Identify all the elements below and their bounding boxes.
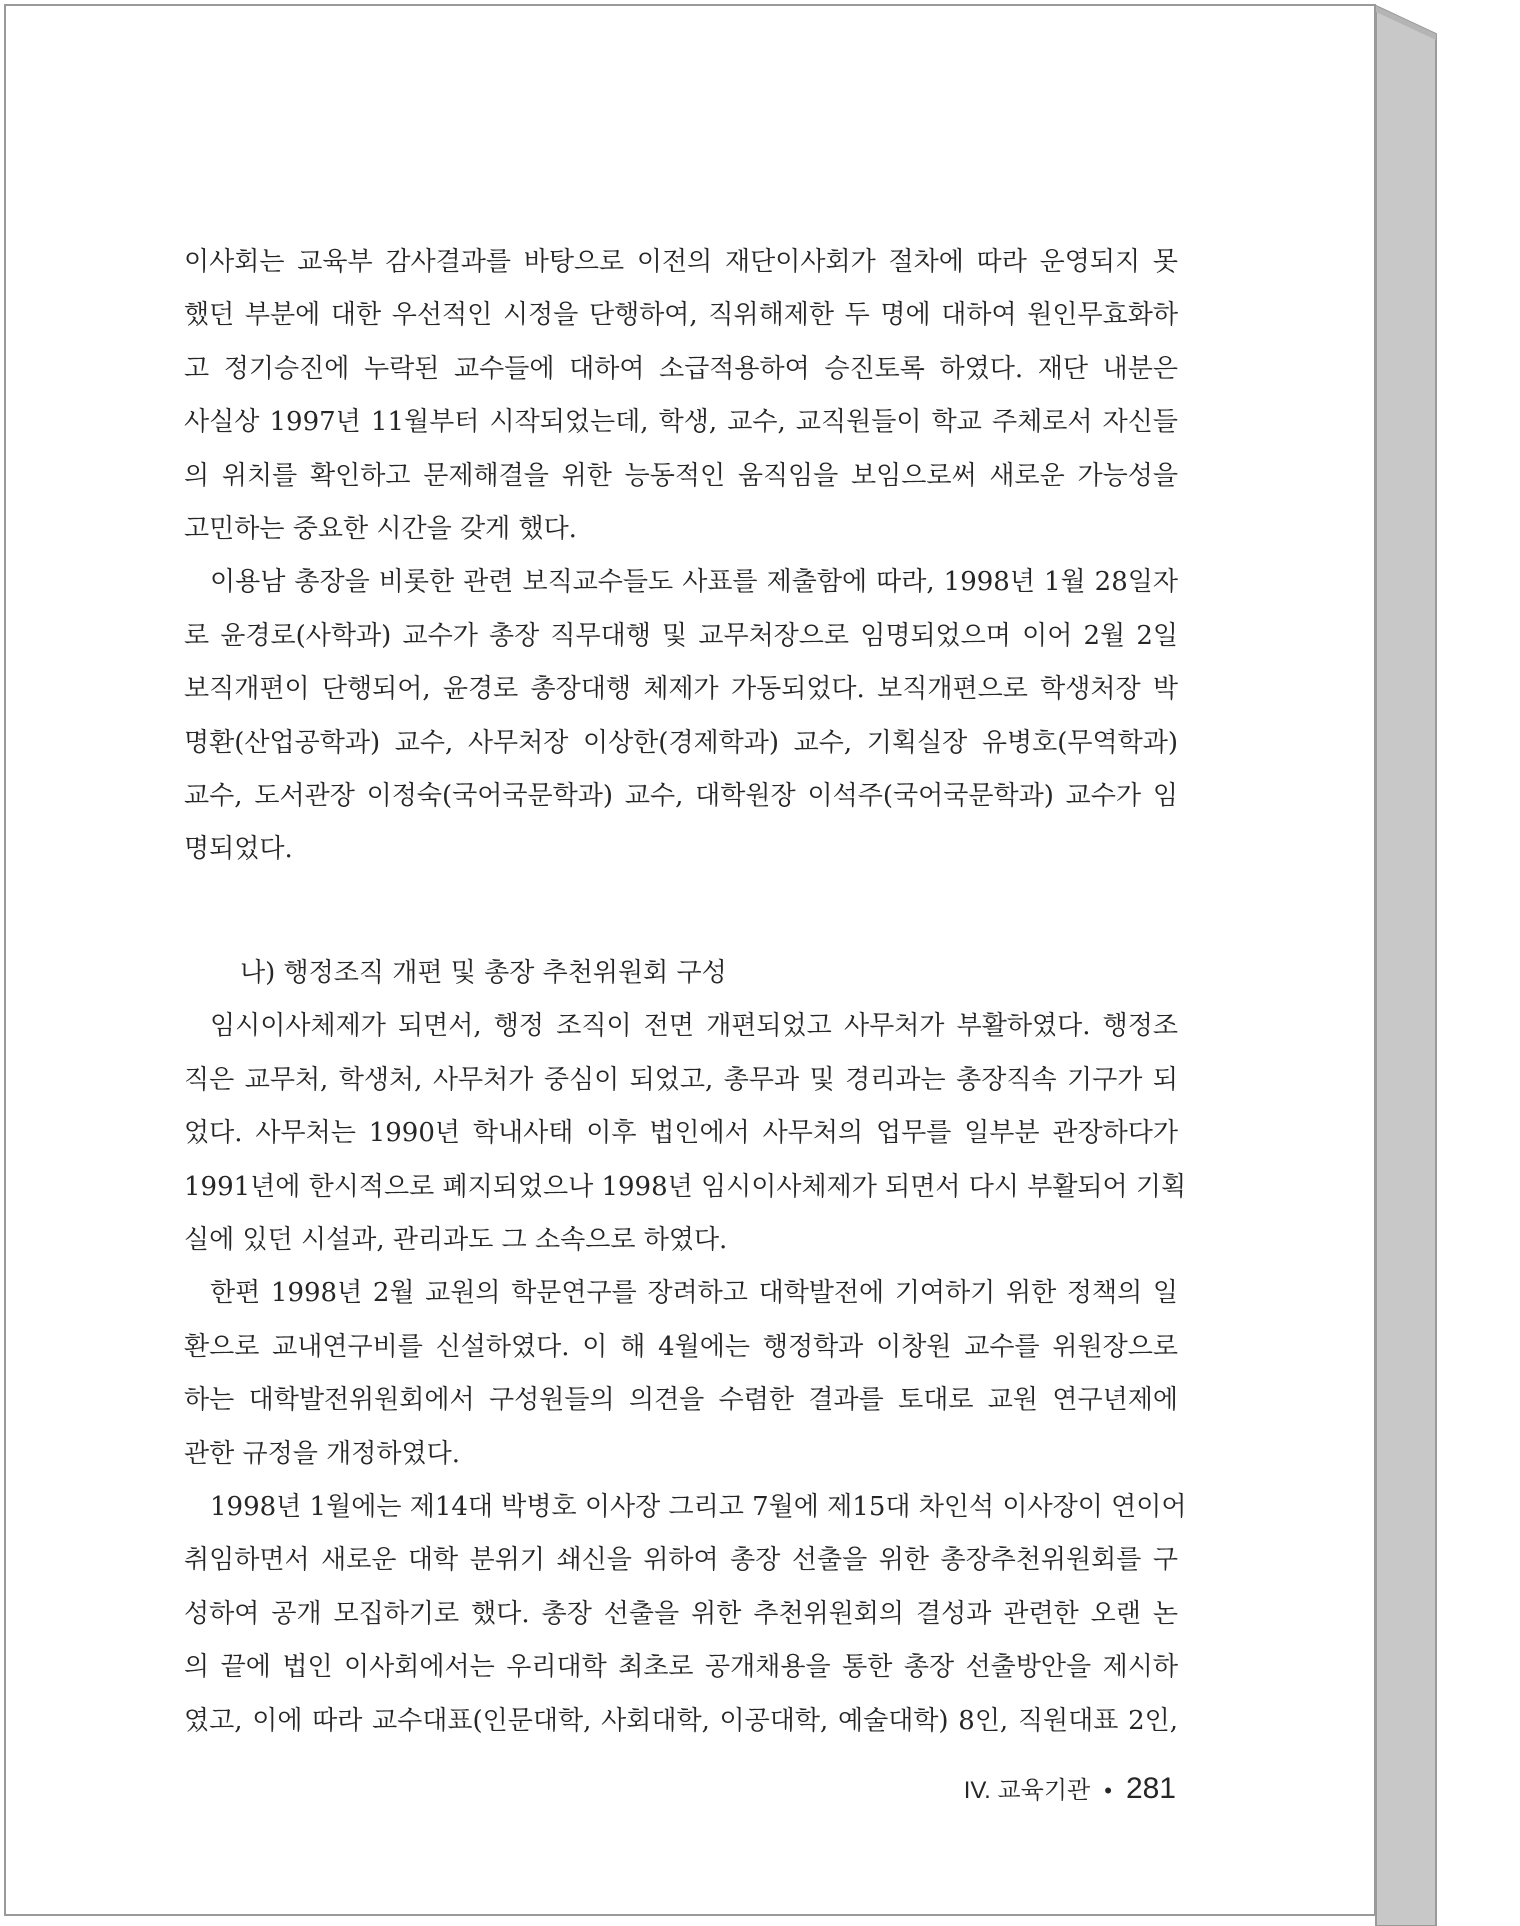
text-line: 했던 부분에 대한 우선적인 시정을 단행하여, 직위해제한 두 명에 대하여 원인무효화하: [184, 300, 1178, 331]
text-line: 관한 규정을 개정하였다.: [184, 1438, 460, 1469]
paragraph-4: [184, 1267, 1178, 1481]
text-line: 였고, 이에 따라 교수대표(인문대학, 사회대학, 이공대학, 예술대학) 8인, 직원대표 2인,: [184, 1705, 1178, 1736]
text-line: 1998년 1월에는 제14대 박병호 이사장 그리고 7월에 제15대 차인석 이사장이 연이어: [210, 1491, 1187, 1522]
text-line: 고 정기승진에 누락된 교수들에 대하여 소급적용하여 승진토록 하였다. 재단 내분은: [184, 353, 1178, 384]
paragraph-5: [184, 1481, 1187, 1748]
text-line: 직은 교무처, 학생처, 사무처가 중심이 되었고, 총무과 및 경리과는 총장직속 기구가 되: [184, 1064, 1178, 1095]
running-footer-section: IV. 교육기관: [963, 1777, 1091, 1804]
text-line: 의 위치를 확인하고 문제해결을 위한 능동적인 움직임을 보임으로써 새로운 가능성을: [184, 460, 1178, 491]
paragraph-1: [184, 236, 1178, 556]
text-line: 의 끝에 법인 이사회에서는 우리대학 최초로 공개채용을 통한 총장 선출방안을 제시하: [184, 1652, 1178, 1683]
text-line: 하는 대학발전위원회에서 구성원들의 의견을 수렴한 결과를 토대로 교원 연구년제에: [184, 1385, 1178, 1416]
text-line: 었다. 사무처는 1990년 학내사태 이후 법인에서 사무처의 업무를 일부분 관장하다가: [184, 1118, 1178, 1149]
text-line: 이사회는 교육부 감사결과를 바탕으로 이전의 재단이사회가 절차에 따라 운영되지 못: [184, 247, 1178, 277]
text-line: 1991년에 한시적으로 폐지되었으나 1998년 임시이사체제가 되면서 다시 부활되어 기획: [184, 1171, 1187, 1202]
text-line: 임시이사체제가 되면서, 행정 조직이 전면 개편되었고 사무처가 부활하였다. 행정조: [210, 1011, 1178, 1042]
text-line: 명환(산업공학과) 교수, 사무처장 이상한(경제학과) 교수, 기획실장 유병호(무역학과): [184, 727, 1178, 758]
page-number: 281: [1125, 1772, 1176, 1805]
paragraph-3: [184, 1000, 1187, 1267]
page-footer: [964, 1770, 1176, 1806]
text-line: 이용남 총장을 비롯한 관련 보직교수들도 사표를 제출함에 따라, 1998년 1월 28일자: [210, 567, 1178, 598]
text-line: 환으로 교내연구비를 신설하였다. 이 해 4월에는 행정학과 이창원 교수를 위원장으로: [184, 1331, 1178, 1362]
text-line: 보직개편이 단행되어, 윤경로 총장대행 체제가 가동되었다. 보직개편으로 학생처장 박: [184, 674, 1178, 705]
text-line: 교수, 도서관장 이정숙(국어국문학과) 교수, 대학원장 이석주(국어국문학과) 교수가 임: [184, 781, 1178, 812]
text-line: 사실상 1997년 11월부터 시작되었는데, 학생, 교수, 교직원들이 학교 주체로서 자신들: [184, 407, 1178, 438]
footer-bullet: •: [1104, 1778, 1112, 1803]
text-line: 성하여 공개 모집하기로 했다. 총장 선출을 위한 추천위원회의 결성과 관련한 오랜 논: [184, 1598, 1178, 1629]
text-line: 한편 1998년 2월 교원의 학문연구를 장려하고 대학발전에 기여하기 위한 정책의 일: [210, 1278, 1178, 1309]
text-line: 실에 있던 시설과, 관리과도 그 소속으로 하였다.: [184, 1224, 728, 1255]
section-heading: 나) 행정조직 개편 및 총장 추천위원회 구성: [240, 957, 727, 988]
page-body: [184, 236, 1187, 1748]
text-line: 취임하면서 새로운 대학 분위기 쇄신을 위하여 총장 선출을 위한 총장추천위원회를 구: [184, 1545, 1178, 1576]
text-line: 고민하는 중요한 시간을 갖게 했다.: [184, 514, 577, 545]
text-line: 로 윤경로(사학과) 교수가 총장 직무대행 및 교무처장으로 임명되었으며 이어 2월 2일: [184, 620, 1178, 651]
text-line: 명되었다.: [184, 834, 293, 865]
paragraph-2: [184, 556, 1178, 876]
